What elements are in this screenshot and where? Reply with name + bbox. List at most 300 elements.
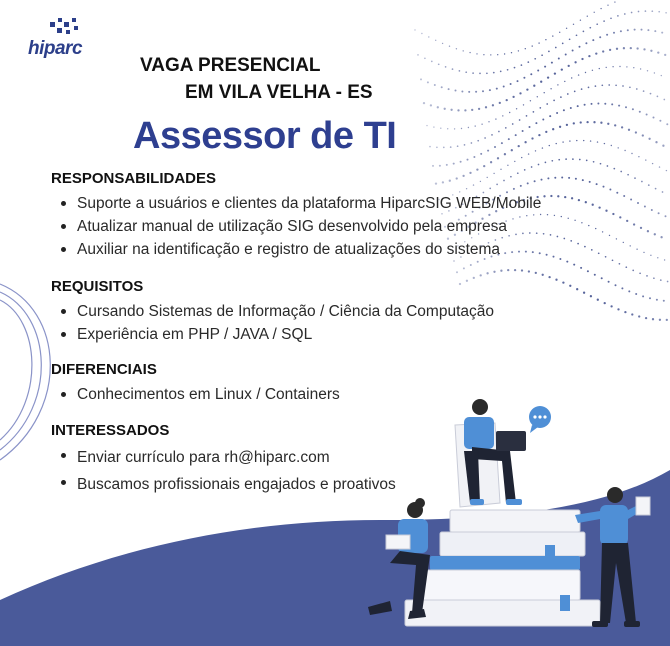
wave-dot (584, 246, 586, 248)
wave-dot (547, 214, 548, 215)
wave-dot (580, 267, 582, 269)
wave-dot (635, 131, 637, 133)
wave-dot (607, 5, 608, 6)
wave-dot (442, 43, 443, 44)
wave-dot (630, 47, 632, 49)
wave-dot (459, 70, 461, 72)
wave-dot (516, 108, 517, 109)
section-responsabilidades (51, 170, 541, 261)
wave-dot (598, 252, 600, 254)
wave-dot (604, 103, 606, 105)
wave-dot (505, 127, 507, 129)
wave-dot (621, 126, 623, 128)
wave-dot (532, 45, 533, 46)
wave-dot (666, 123, 668, 125)
wave-dot (634, 29, 636, 31)
wave-dot (558, 58, 560, 60)
wave-dot (554, 72, 556, 74)
wave-dot (656, 299, 658, 301)
wave-dot (590, 295, 592, 297)
wave-dot (585, 42, 587, 44)
wave-dot (579, 46, 581, 48)
wave-dot (619, 263, 621, 265)
wave-dot (651, 10, 653, 12)
wave-dot (600, 8, 601, 9)
wave-dot (606, 67, 607, 68)
wave-dot (439, 165, 441, 167)
wave-dot (528, 153, 529, 154)
wave-dot (627, 29, 629, 31)
wave-dot (537, 96, 538, 97)
wave-dot (507, 69, 509, 71)
wave-dot (566, 28, 567, 29)
wave-dot (469, 52, 470, 53)
wave-dot (465, 71, 467, 73)
wave-dot (547, 76, 549, 78)
wave-dot (665, 12, 667, 14)
wave-dot (428, 36, 429, 37)
wave-dot (597, 103, 599, 105)
wave-dot (561, 68, 563, 70)
book-icon (386, 535, 410, 549)
wave-dot (450, 109, 452, 111)
wave-dot (506, 99, 508, 101)
wave-dot (653, 277, 655, 279)
wave-dot (531, 166, 533, 168)
wave-dot (433, 126, 434, 127)
wave-dot (636, 47, 638, 49)
wave-dot (619, 216, 621, 218)
wave-dot (542, 119, 544, 121)
wave-dot (646, 275, 648, 277)
wave-dot (424, 57, 426, 59)
wave-dot (599, 36, 601, 38)
wave-dot (471, 142, 473, 144)
wave-dot (559, 32, 560, 33)
wave-dot (456, 271, 458, 273)
wave-dot (484, 137, 486, 139)
wave-dot (563, 109, 565, 111)
wave-dot (441, 86, 443, 88)
wave-dot (592, 70, 593, 71)
wave-dot (599, 68, 600, 69)
wave-dot (572, 50, 574, 52)
wave-dot (615, 284, 617, 286)
wave-dot (478, 108, 480, 110)
wave-dot (625, 106, 627, 108)
wave-dot (579, 159, 581, 161)
wave-dot (574, 220, 575, 221)
wave-dot (480, 153, 482, 155)
wave-dot (554, 215, 555, 216)
wave-dot (449, 46, 450, 47)
wave-dot (590, 140, 591, 141)
wave-dot (630, 245, 631, 246)
wave-dot (605, 256, 607, 258)
wave-dot (525, 48, 526, 49)
wave-dot (596, 183, 598, 185)
wave-dot (521, 64, 523, 66)
wave-dot (468, 127, 469, 128)
wave-dot (603, 186, 605, 188)
wave-dot (655, 188, 657, 190)
wave-dot (561, 216, 562, 217)
wave-dot (495, 118, 496, 119)
wave-dot (464, 109, 466, 111)
wave-dot (596, 23, 598, 25)
wave-dot (544, 92, 545, 93)
wave-dot (581, 88, 583, 90)
wave-dot (632, 108, 634, 110)
wave-dot (549, 115, 551, 117)
wave-dot (587, 16, 588, 17)
wave-dot (620, 30, 622, 32)
wave-dot (662, 191, 664, 193)
wave-dot (647, 29, 649, 31)
wave-dot (602, 231, 603, 232)
wave-dot (512, 123, 514, 125)
wave-dot (570, 107, 572, 109)
wave-dot (507, 165, 508, 166)
wave-dot (626, 220, 628, 222)
wave-dot (485, 106, 487, 108)
wave-dot (460, 161, 462, 163)
wave-dot (591, 103, 593, 105)
wave-dot (585, 72, 586, 73)
wave-dot (581, 58, 583, 60)
section-title: REQUISITOS (51, 278, 144, 295)
wave-dot (659, 120, 661, 122)
wave-dot (584, 104, 586, 106)
wave-dot (654, 30, 656, 32)
wave-dot (647, 230, 649, 232)
wave-dot (576, 140, 577, 141)
wave-dot (577, 243, 579, 245)
wave-dot (538, 134, 540, 136)
wave-dot (521, 269, 523, 271)
wave-dot (444, 108, 446, 110)
wave-dot (645, 10, 647, 12)
wave-dot (657, 96, 659, 98)
wave-dot (622, 85, 624, 87)
wave-dot (569, 38, 571, 40)
wave-dot (592, 204, 594, 206)
headline-line-1: VAGA PRESENCIAL (140, 55, 321, 76)
wave-dot (420, 78, 422, 80)
wave-dot (650, 255, 651, 256)
laptop-icon (496, 431, 526, 451)
wave-dot (623, 47, 625, 49)
wave-dot (646, 114, 648, 116)
wave-dot (480, 274, 482, 276)
wave-dot (551, 62, 553, 64)
wave-dot (608, 281, 610, 283)
wave-dot (633, 223, 635, 225)
wave-dot (583, 31, 585, 33)
wave-dot (636, 249, 637, 250)
wave-dot (633, 67, 634, 68)
wave-dot (551, 160, 553, 162)
wave-dot (569, 285, 571, 287)
wave-dot (659, 319, 661, 321)
wave-dot (636, 88, 638, 90)
wave-dot (527, 61, 529, 63)
wave-dot (559, 258, 561, 260)
wave-dot (604, 302, 606, 304)
wave-dot (644, 206, 646, 208)
wave-dot (490, 54, 491, 55)
wave-dot (426, 125, 427, 126)
wave-dot (540, 81, 542, 83)
wave-dot (437, 106, 439, 108)
wave-dot (594, 274, 596, 276)
book-stack (405, 510, 600, 626)
wave-dot (453, 163, 455, 165)
wave-dot (619, 66, 620, 67)
wave-dot (489, 89, 491, 91)
wave-dot (499, 102, 501, 104)
wave-dot (609, 189, 611, 191)
wave-dot (615, 84, 617, 86)
wave-dot (642, 134, 644, 136)
wave-dot (544, 66, 546, 68)
wave-dot (617, 308, 619, 310)
wave-dot (624, 311, 626, 313)
wave-dot (566, 124, 568, 126)
wave-dot (601, 84, 603, 86)
wave-dot (557, 84, 558, 85)
wave-dot (660, 279, 662, 281)
wave-dot (436, 146, 438, 148)
wave-dot (508, 138, 510, 140)
wave-dot (507, 269, 509, 271)
section-title: RESPONSABILIDADES (51, 170, 217, 187)
wave-dot (519, 92, 521, 94)
wave-dot (574, 61, 576, 63)
wave-dot (556, 143, 557, 144)
wave-dot (472, 72, 474, 74)
wave-dot (493, 72, 495, 74)
wave-dot (543, 233, 545, 235)
wave-dot (487, 150, 489, 152)
wave-dot (548, 51, 550, 53)
wave-dot (623, 242, 624, 243)
wave-dot (430, 104, 432, 106)
wave-dot (588, 225, 589, 226)
wave-dot (576, 34, 578, 36)
wave-dot (471, 109, 473, 111)
wave-dot (652, 163, 653, 164)
wave-dot (535, 122, 537, 124)
job-title: Assessor de TI (133, 115, 397, 157)
wave-dot (448, 88, 450, 90)
wave-dot (616, 238, 617, 239)
wave-dot (624, 13, 626, 15)
dotted-wave (414, 1, 668, 321)
wave-dot (592, 39, 594, 41)
wave-dot (500, 270, 502, 272)
wave-dot (620, 171, 622, 173)
wave-dot (537, 70, 539, 72)
wave-dot (655, 141, 657, 143)
wave-dot (638, 11, 640, 13)
wave-dot (547, 177, 549, 179)
wave-dot (618, 105, 620, 107)
wave-dot (502, 115, 503, 116)
list-item: Atualizar manual de utilização SIG desenvolvido pela empresa (51, 215, 541, 238)
wave-dot (631, 153, 632, 154)
wave-dot (640, 227, 642, 229)
wave-dot (594, 12, 595, 13)
wave-dot (461, 128, 462, 129)
wave-dot (612, 213, 614, 215)
wave-dot (641, 181, 643, 183)
wave-dot (475, 125, 476, 126)
wave-dot (657, 51, 659, 53)
wave-dot (648, 138, 650, 140)
wave-dot (640, 68, 641, 69)
wave-dot (461, 91, 463, 93)
wave-dot (417, 54, 419, 56)
wave-dot (511, 149, 513, 151)
wave-dot (607, 165, 609, 167)
wave-dot (464, 144, 466, 146)
wave-dot (654, 72, 655, 73)
wave-dot (650, 50, 652, 52)
wave-dot (467, 159, 469, 161)
wave-dot (550, 88, 551, 89)
wave-dot (637, 202, 639, 204)
wave-dot (530, 100, 531, 101)
wave-dot (457, 109, 459, 111)
wave-dot (490, 161, 492, 163)
wave-dot (571, 197, 573, 199)
wave-dot (493, 271, 495, 273)
section-diferenciais (51, 361, 340, 406)
wave-dot (639, 272, 641, 274)
wave-dot (492, 104, 494, 106)
wave-dot (571, 77, 572, 78)
wave-dot (621, 287, 623, 289)
wave-dot (664, 54, 666, 56)
wave-dot (512, 96, 514, 98)
wave-dot (624, 150, 625, 151)
wave-dot (589, 27, 591, 29)
wave-dot (627, 174, 629, 176)
wave-dot (573, 264, 575, 266)
wave-dot (573, 24, 574, 25)
wave-dot (523, 77, 525, 79)
wave-dot (665, 215, 667, 217)
wave-dot (501, 142, 503, 144)
wave-dot (515, 134, 517, 136)
wave-dot (610, 305, 612, 307)
wave-dot (645, 159, 646, 160)
wave-dot (486, 72, 488, 74)
wave-dot (641, 29, 643, 31)
wave-dot (667, 281, 669, 283)
wave-dot (600, 122, 602, 124)
wave-dot (557, 195, 559, 197)
wave-dot (631, 12, 633, 14)
wave-dot (445, 66, 447, 68)
wave-dot (475, 91, 477, 93)
list-item: Experiência em PHP / JAVA / SQL (51, 323, 494, 346)
wave-dot (524, 141, 526, 143)
woman-reading (368, 498, 430, 619)
wave-dot (572, 158, 574, 160)
wave-dot (616, 48, 618, 50)
wave-dot (609, 49, 611, 51)
wave-dot (631, 313, 633, 315)
wave-dot (643, 48, 645, 50)
wave-dot (658, 11, 660, 13)
wave-dot (452, 68, 454, 70)
wave-dot (573, 122, 575, 124)
wave-dot (653, 117, 655, 119)
people-illustration (360, 395, 665, 640)
wave-dot (611, 145, 612, 146)
wave-dot (435, 40, 436, 41)
wave-dot (482, 90, 484, 92)
list-item: Suporte a usuários e clientes da plataforma HiparcSIG WEB/Mobile (51, 192, 541, 215)
chat-bubble-icon (529, 406, 551, 433)
wave-dot (613, 168, 615, 170)
wave-dot (616, 192, 618, 194)
wave-dot (660, 236, 662, 238)
wave-dot (497, 54, 498, 55)
wave-dot (546, 254, 548, 256)
wave-dot (427, 81, 429, 83)
wave-dot (658, 212, 660, 214)
wave-dot (414, 29, 415, 30)
wave-dot (588, 87, 590, 89)
wave-dot (664, 259, 665, 260)
wave-dot (553, 256, 555, 258)
wave-dot (617, 15, 619, 17)
wave-dot (446, 164, 448, 166)
wave-dot (463, 50, 464, 51)
wave-dot (561, 177, 563, 179)
wave-dot (576, 288, 578, 290)
wave-dot (494, 146, 496, 148)
wave-dot (491, 134, 493, 136)
section-title: DIFERENCIAIS (51, 361, 157, 378)
wave-dot (651, 209, 653, 211)
wave-dot (569, 140, 570, 141)
wave-dot (421, 33, 422, 34)
wave-dot (526, 88, 528, 90)
wave-dot (523, 104, 524, 105)
wave-dot (530, 73, 532, 75)
wave-dot (563, 238, 565, 240)
wave-dot (514, 269, 516, 271)
wave-dot (578, 199, 580, 201)
wave-dot (477, 140, 479, 142)
wave-dot (574, 91, 576, 93)
wave-dot (567, 93, 569, 95)
wave-dot (605, 210, 607, 212)
wave-dot (432, 165, 434, 167)
wave-dot (538, 42, 539, 43)
wave-dot (566, 261, 568, 263)
wave-dot (509, 112, 510, 113)
wave-dot (443, 147, 445, 149)
wave-dot (473, 156, 475, 158)
wave-dot (628, 129, 630, 131)
wave-dot (568, 218, 569, 219)
wave-dot (581, 222, 582, 223)
